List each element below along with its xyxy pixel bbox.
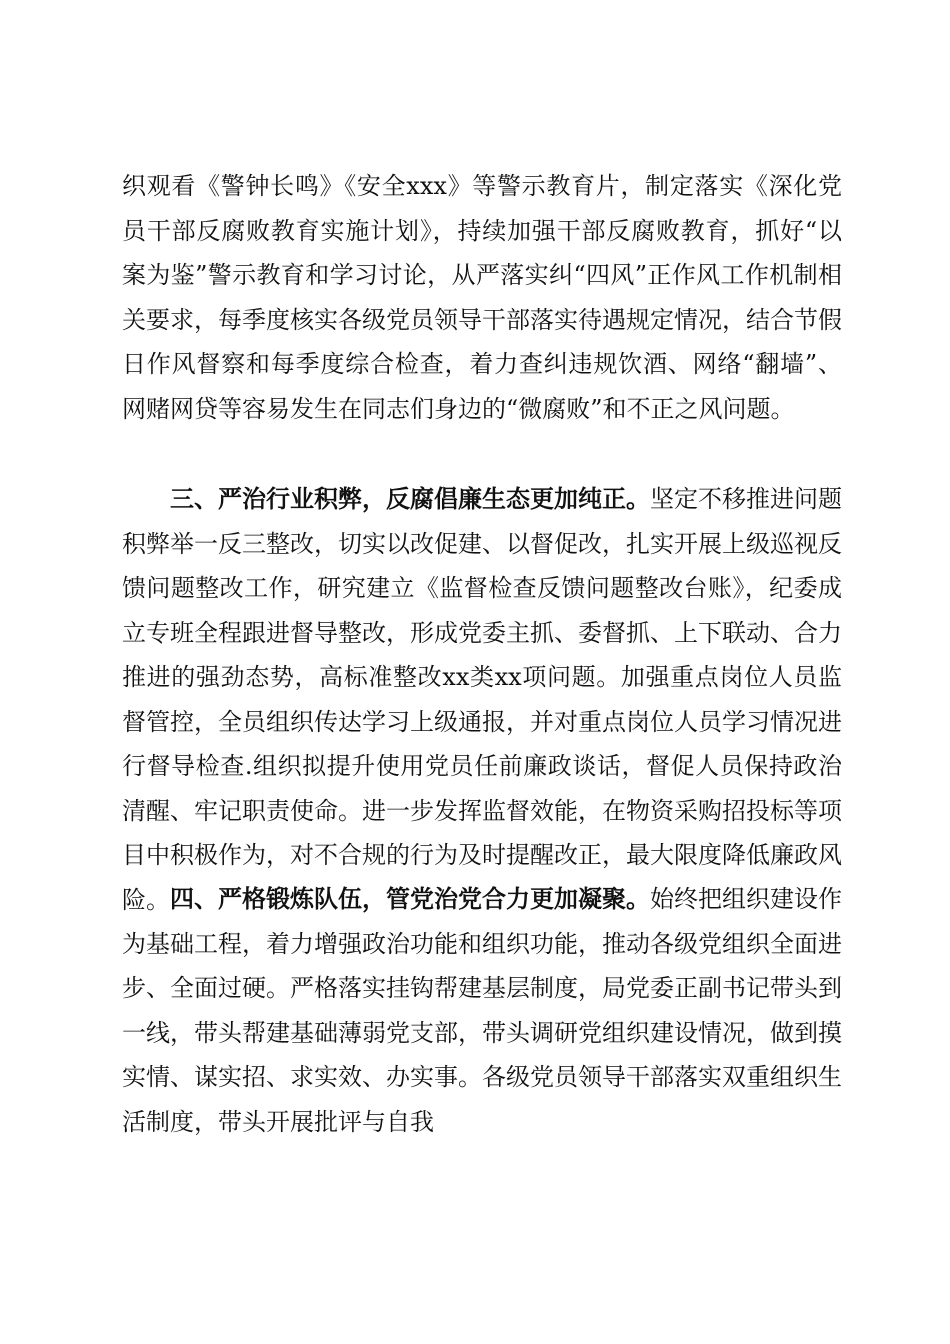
section-4-body: 始终把组织建设作为基础工程，着力增强政治功能和组织功能，推动各级党组织全面进步、全面过硬。严格落实挂钩帮建基层制度，局党委正副书记带头到一线，带头帮建基础薄弱党支部，带头调研党组织建设情况，做到摸实情、谋实招、求实效、办实事。各级党员领导干部落实双重组织生活制度，带头开展批评与自我 [122,885,842,1136]
section-3-heading: 三、严治行业积弊，反腐倡廉生态更加纯正。 [170,485,650,513]
paragraph-warning-education: 织观看《警钟长鸣》《安全xxx》等警示教育片，制定落实《深化党员干部反腐败教育实施计划》，持续加强干部反腐败教育，抓好“以案为鉴”警示教育和学习讨论，从严落实纠“四风”正作风工作机制相关要求，每季度核实各级党员领导干部落实待遇规定情况，结合节假日作风督察和每季度综合检查，着力查纠违规饮酒、网络“翻墙”、网赌网贷等容易发生在同志们身边的“微腐败”和不正之风问题。 [122,172,842,423]
section-3-paragraph [122,477,842,922]
section-4-paragraph [122,877,842,1144]
section-4-heading: 四、严格锻炼队伍，管党治党合力更加凝聚。 [170,885,650,913]
section-3-body: 坚定不移推进问题积弊举一反三整改，切实以改促建、以督促改，扎实开展上级巡视反馈问题整改工作，研究建立《监督检查反馈问题整改台账》，纪委成立专班全程跟进督导整改，形成党委主抓、委督抓、上下联动、合力推进的强劲态势，高标准整改xx类xx项问题。加强重点岗位人员监督管控，全员组织传达学习上级通报，并对重点岗位人员学习情况进行督导检查.组织拟提升使用党员任前廉政谈话，督促人员保持政治清醒、牢记职责使命。进一步发挥监督效能，在物资采购招投标等项目中积极作为，对不合规的行为及时提醒改正，最大限度降低廉政风险。 [122,485,842,914]
